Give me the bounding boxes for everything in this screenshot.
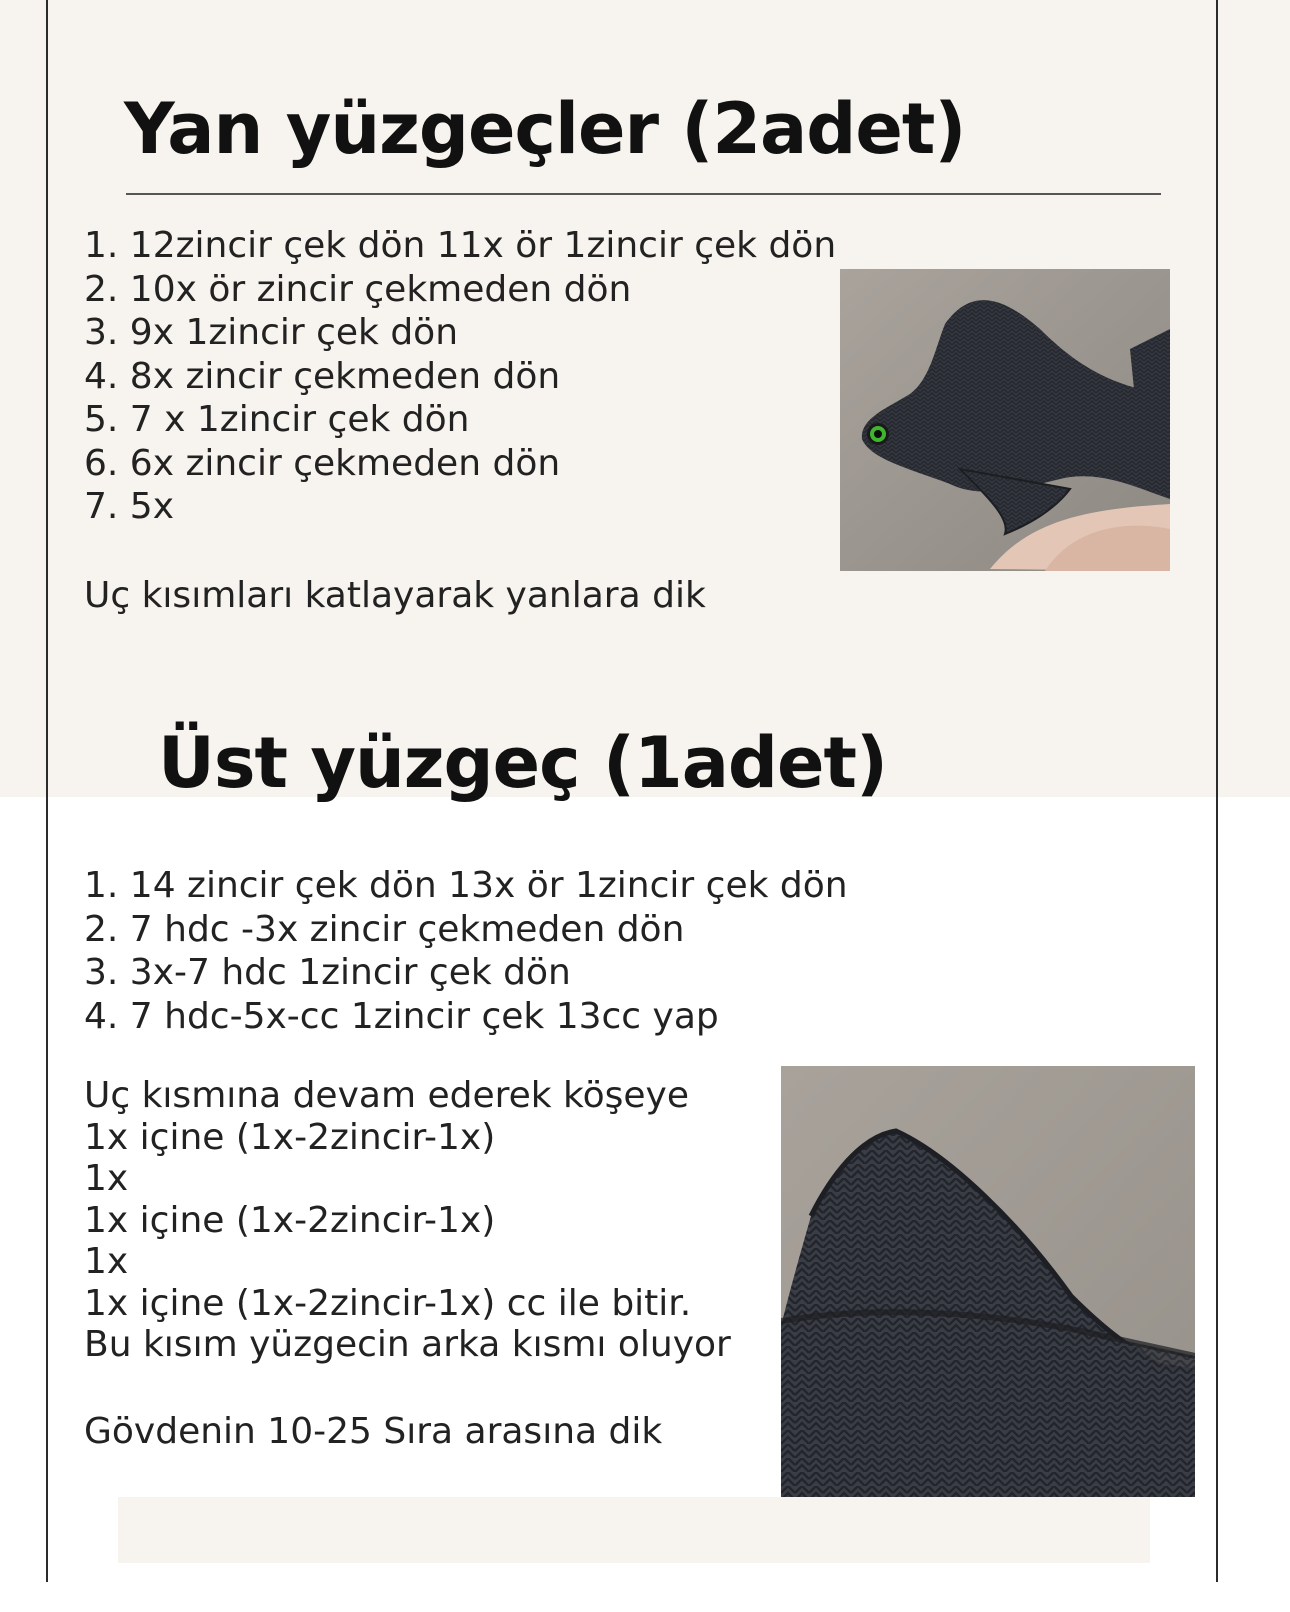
section2-title: Üst yüzgeç (1adet) bbox=[158, 722, 887, 804]
instruction-line: Bu kısım yüzgecin arka kısmı oluyor bbox=[84, 1324, 731, 1365]
instruction-line: 1x içine (1x-2zincir-1x) bbox=[84, 1199, 496, 1241]
section1-title: Yan yüzgeçler (2adet) bbox=[124, 88, 966, 170]
frame-line-left bbox=[46, 0, 48, 1582]
side-fin-photo bbox=[840, 269, 1170, 571]
step-item: 3. 9x 1zincir çek dön bbox=[84, 312, 459, 353]
step-item: 6. 6x zincir çekmeden dön bbox=[84, 442, 561, 484]
title-divider bbox=[126, 193, 1161, 195]
section1-steps bbox=[84, 224, 836, 529]
section1-note: Uç kısımları katlayarak yanlara dik bbox=[84, 575, 706, 616]
section2-note: Gövdenin 10-25 Sıra arasına dik bbox=[84, 1411, 663, 1452]
instruction-line: 1x içine (1x-2zincir-1x) cc ile bitir. bbox=[84, 1282, 692, 1324]
bottom-band bbox=[118, 1497, 1150, 1563]
step-item: 1. 14 zincir çek dön 13x ör 1zincir çek dön bbox=[84, 865, 848, 906]
section2-steps bbox=[84, 864, 848, 1038]
frame-line-right bbox=[1216, 0, 1218, 1582]
instruction-line: 1x bbox=[84, 1241, 129, 1282]
section2-instructions bbox=[84, 1075, 731, 1366]
top-fin-photo bbox=[781, 1066, 1195, 1497]
step-item: 3. 3x-7 hdc 1zincir çek dön bbox=[84, 952, 571, 993]
step-item: 4. 7 hdc-5x-cc 1zincir çek 13cc yap bbox=[84, 995, 719, 1037]
instruction-line: 1x bbox=[84, 1158, 129, 1199]
instruction-line: 1x içine (1x-2zincir-1x) bbox=[84, 1116, 496, 1158]
step-item: 4. 8x zincir çekmeden dön bbox=[84, 355, 561, 397]
step-item: 2. 7 hdc -3x zincir çekmeden dön bbox=[84, 908, 685, 950]
step-item: 2. 10x ör zincir çekmeden dön bbox=[84, 268, 632, 310]
step-item: 7. 5x bbox=[84, 486, 174, 527]
step-item: 5. 7 x 1zincir çek dön bbox=[84, 399, 470, 440]
step-item: 1. 12zincir çek dön 11x ör 1zincir çek dön bbox=[84, 225, 837, 266]
instruction-line: Uç kısmına devam ederek köşeye bbox=[84, 1075, 690, 1116]
